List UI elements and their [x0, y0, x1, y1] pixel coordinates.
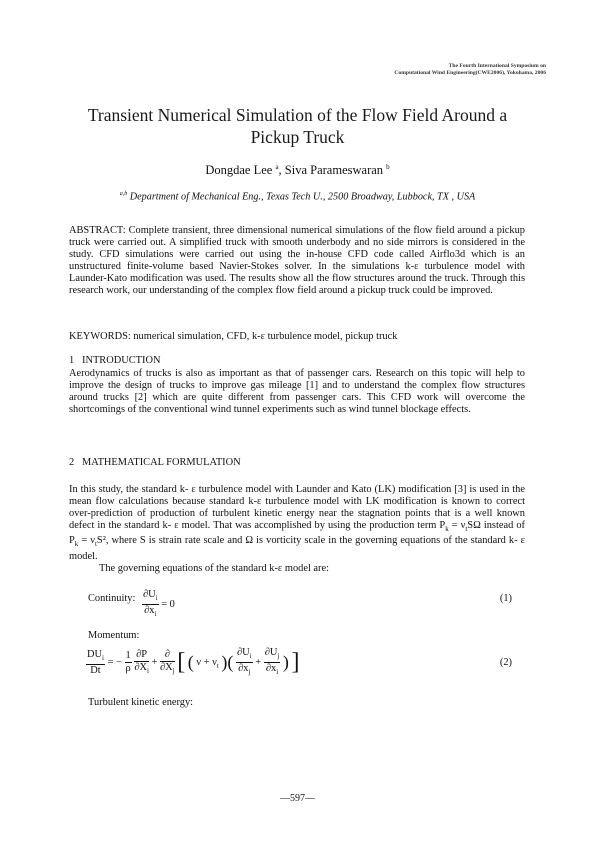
momentum-equation: $\frac{DU_i}{Dt}$ = − $\frac{1}{\rho}$ $\frac{\partial P}{\partial X_i}$ + $\frac{\partial}{\partial X_j}$ [ ( $\nu + \nu_t$ )( $\frac{\partial U_i}{\partial x_j}$ + $\frac{\partial U_j}{\partial x_i}$ ) ] — [87, 647, 300, 677]
section-2-text-d: = ν — [78, 535, 95, 547]
divergence-operator: $\frac{\partial}{\partial X_j}$ — [159, 648, 175, 675]
abstract: ABSTRACT: Complete transient, three dimensional numerical simulations of the flow field around a pickup truck were carried out. A simplified truck with smooth underbody and no side mirrors is considered in the study. CFD simulations were carried out using the in-house CFD code called Airflo3d which is an unstructured finite-volume based Navier-Stokes solver. In the simulations k-ε turbulence model with Launder-Kato modification was used. The results show all the flow structures around the truck. Through this research work, our understanding of the complex flow field around a pickup truck could be improved. — [69, 225, 525, 297]
header-line-1: The Fourth International Symposium on — [448, 63, 546, 69]
section-2-body — [69, 484, 525, 575]
fraction-numerator: $\partial U_i$ — [142, 589, 159, 605]
pressure-coefficient: $\frac{1}{\rho}$ — [125, 650, 131, 675]
effective-viscosity: $\nu + \nu_t$ — [196, 656, 219, 671]
sub-t-2: t — [94, 540, 97, 549]
author-separator: , — [278, 163, 285, 178]
author-list — [60, 163, 535, 178]
equation-1-number: (1) — [499, 593, 512, 604]
sub-k-2: k — [74, 540, 79, 549]
momentum-label: Momentum: — [88, 630, 140, 641]
author-2: Siva Parameswaran — [284, 163, 384, 178]
section-2-text-c: SΩ instead of P — [69, 520, 525, 547]
keywords: KEYWORDS: numerical simulation, CFD, k-ε turbulence model, pickup truck — [69, 331, 398, 342]
affiliation — [60, 191, 535, 202]
title-line-2: Pickup Truck — [250, 127, 345, 147]
title-line-1: Transient Numerical Simulation of the Flow Field Around a — [87, 105, 508, 125]
equation-2-number: (2) — [499, 657, 512, 668]
affiliation-text: Department of Mechanical Eng., Texas Tech U., 2500 Broadway, Lubbock, TX , USA — [129, 191, 476, 203]
section-1-text: Aerodynamics of trucks is also as important as that of passenger cars. Research on this topic will help to improve the design of trucks to improve gas mileage [1] and to understand the complex flow structures around trucks [2] which are quite different from passenger cars. This CFD work will overcome the shortcomings of the conventional wind tunnel experiments such as wind tunnel blockage effects. — [69, 368, 525, 416]
sub-t-1: t — [465, 525, 468, 534]
section-2-text-b: = ν — [448, 520, 466, 532]
affiliation-mark: a,b — [119, 191, 128, 197]
momentum-lhs: $\frac{DU_i}{Dt}$ — [87, 648, 104, 676]
header-line-2: Computational Wind Engineering(CWE2006), Yokohama, 2006 — [394, 70, 546, 77]
section-2-para-2: The governing equations of the standard k-ε model are: — [99, 562, 329, 574]
section-2-heading: 2 MATHEMATICAL FORMULATION — [69, 457, 241, 468]
author-1: Dongdae Lee — [205, 163, 273, 178]
sub-k-1: k — [445, 525, 449, 534]
continuity-equation — [142, 589, 175, 620]
tke-label: Turbulent kinetic energy: — [88, 697, 194, 708]
section-2-text-a: In this study, the standard k- ε turbulence model with Launder and Kato (LK) modification [3] is used in the mean flow calculations because standard k-ε turbulence model with LK modification is known to correct over-prediction of production of turbulent kinetic energy near the stagnation points that is a well known defect in the standard k- ε model. That was accomplished by using the production term P — [69, 484, 525, 532]
pressure-gradient: $\frac{\partial P}{\partial X_i}$ — [134, 648, 149, 675]
section-1-heading: 1 INTRODUCTION — [69, 355, 161, 366]
fraction-denominator: $\partial x_i$ — [144, 605, 157, 619]
author-1-affil-mark: a — [275, 163, 279, 171]
continuity-label: Continuity: — [88, 593, 136, 604]
author-2-affil-mark: b — [386, 163, 390, 171]
continuity-fraction — [142, 589, 159, 620]
paper-title — [60, 104, 535, 148]
conference-header — [394, 63, 546, 78]
section-2-text-e: S², where S is strain rate scale and Ω is vorticity scale in the governing equations of the standard k- ε model. — [69, 535, 525, 562]
page-number: —597— — [280, 793, 315, 804]
equals-zero: = 0 — [161, 598, 175, 610]
